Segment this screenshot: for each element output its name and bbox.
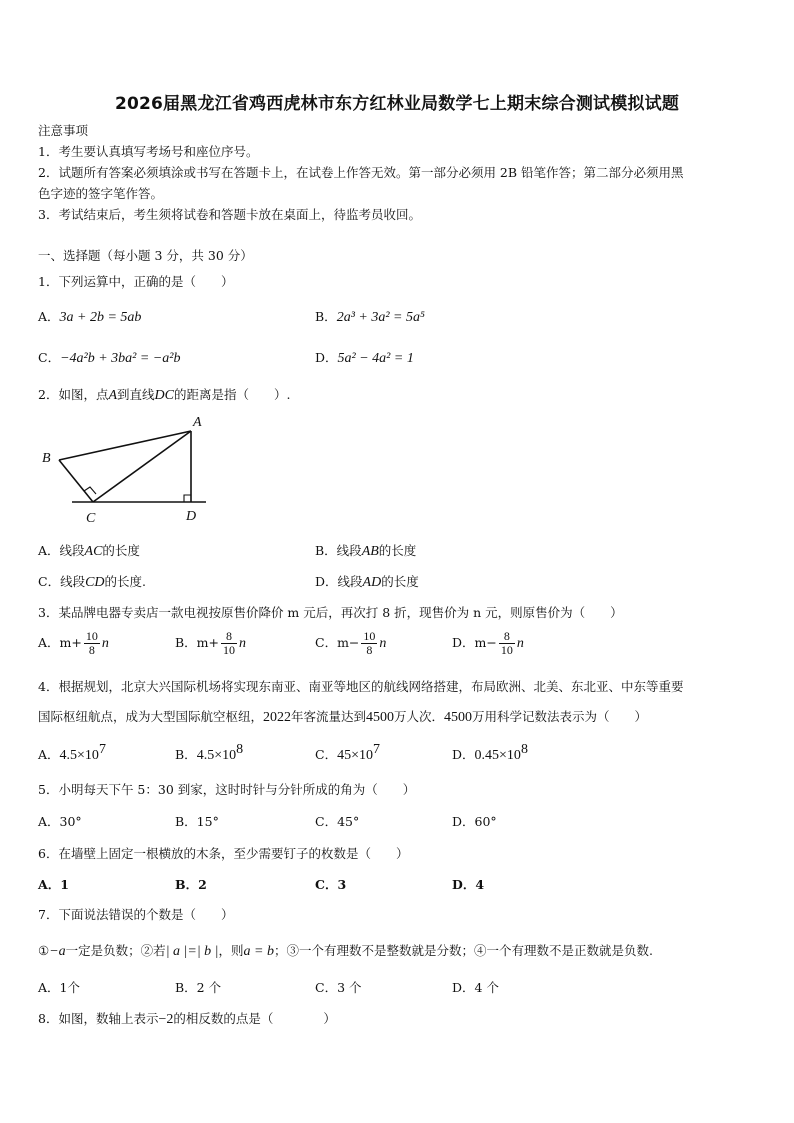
option-label: C．线段 xyxy=(38,574,86,589)
option-label: A． xyxy=(38,309,60,324)
q2-option-c xyxy=(38,572,146,591)
exponent: 7 xyxy=(372,742,380,757)
q3-option-c xyxy=(315,630,386,657)
q4-option-a xyxy=(38,742,106,764)
stem-text: ，则 xyxy=(218,943,244,958)
q7-option-c: C．3 个 xyxy=(315,980,362,995)
notice-item-3: 3．考试结束后，考生须将试卷和答题卡放在桌面上，待监考员收回。 xyxy=(38,207,421,222)
segment-bc xyxy=(59,460,93,502)
number: −2 xyxy=(158,1012,174,1027)
segment-name: AB xyxy=(361,544,379,559)
q1-option-c xyxy=(38,348,180,367)
q2-option-a xyxy=(38,541,140,560)
stem-text: 的距离是指（ ）. xyxy=(173,387,291,402)
q4-stem-line-2 xyxy=(38,707,647,726)
segment-name: AD xyxy=(362,575,382,590)
label-b: B xyxy=(42,451,51,466)
variable-n: n xyxy=(379,636,387,651)
fraction xyxy=(84,630,100,657)
option-math: 4.5×10 xyxy=(196,748,237,763)
numerator: 8 xyxy=(499,630,515,644)
q4-stem-line-1: 4．根据规划，北京大兴国际机场将实现东南亚、南亚等地区的航线网络搭建，布局欧洲、北美、东北亚、中东等重要 xyxy=(38,679,684,694)
option-label: B．线段 xyxy=(315,543,362,558)
stem-text: ；③一个有理数不是整数就是分数；④一个有理数不是正数就是负数. xyxy=(274,943,653,958)
q3-option-a xyxy=(38,630,109,657)
exponent: 7 xyxy=(98,742,106,757)
q5-option-d: D．60° xyxy=(452,814,497,829)
option-label: B． xyxy=(315,309,337,324)
option-label: A．线段 xyxy=(38,543,85,558)
q1-stem: 1．下列运算中，正确的是（ ） xyxy=(38,274,234,289)
option-math: 45×10 xyxy=(337,748,373,763)
stem-text: 年客流量达到 xyxy=(291,709,367,724)
number: 4500 xyxy=(444,710,473,725)
q6-option-b: B．2 xyxy=(175,877,207,892)
point-a: A xyxy=(108,388,118,403)
stem-text: ① xyxy=(38,943,50,958)
variable-n: n xyxy=(516,636,524,651)
notice-heading: 注意事项 xyxy=(38,123,89,138)
q2-option-b xyxy=(315,541,416,560)
number: 4500 xyxy=(366,710,395,725)
stem-text: 国际枢纽航点，成为大型国际航空枢纽， xyxy=(38,709,264,724)
q6-option-c: C．3 xyxy=(315,877,347,892)
option-math: 2a³ + 3a² = 5a⁵ xyxy=(336,310,425,325)
option-math: 5a² − 4a² = 1 xyxy=(337,351,414,366)
line-dc: DC xyxy=(154,388,174,403)
q2-option-d xyxy=(315,572,419,591)
q1-option-d xyxy=(315,348,414,367)
math-neg-a: −a xyxy=(49,944,66,959)
option-label: A．m+ xyxy=(38,635,82,650)
fraction xyxy=(361,630,377,657)
option-math: 3a + 2b = 5ab xyxy=(59,310,142,325)
q2-stem xyxy=(38,385,290,404)
denominator: 8 xyxy=(88,643,95,657)
q3-stem: 3．某品牌电器专卖店一款电视按原售价降价 m 元后，再次打 8 折，现售价为 n 元，则原售价为（ ） xyxy=(38,605,623,620)
option-math: −4a²b + 3ba² = −a²b xyxy=(60,351,181,366)
q5-option-b: B．15° xyxy=(175,814,219,829)
stem-text: 8．如图，数轴上表示 xyxy=(38,1011,159,1026)
option-label: A． xyxy=(38,747,60,762)
q2-geometry-figure xyxy=(38,410,218,530)
q1-option-b xyxy=(315,307,425,326)
q4-option-d xyxy=(452,742,528,764)
q4-option-c xyxy=(315,742,380,764)
q1-option-a xyxy=(38,307,141,326)
notice-item-2: 2．试题所有答案必须填涂或书写在答题卡上，在试卷上作答无效。第一部分必须用 2B 铅笔作答；第二部分必须用黑 xyxy=(38,165,684,180)
q7-stem: 7．下面说法错误的个数是（ ） xyxy=(38,907,234,922)
numerator: 10 xyxy=(85,629,98,643)
option-label: C．m− xyxy=(315,635,360,650)
option-math: 0.45×10 xyxy=(474,748,521,763)
stem-text: 的相反数的点是（ ） xyxy=(173,1011,336,1026)
section-heading: 一、选择题（每小题 3 分，共 30 分） xyxy=(38,248,253,263)
variable-n: n xyxy=(101,636,109,651)
exponent: 8 xyxy=(520,742,528,757)
denominator: 8 xyxy=(366,643,373,657)
q3-option-d xyxy=(452,630,524,657)
denominator: 10 xyxy=(223,643,236,657)
label-c: C xyxy=(86,511,96,526)
q7-option-b: B．2 个 xyxy=(175,980,222,995)
segment-name: CD xyxy=(85,575,105,590)
q3-option-b xyxy=(175,630,246,657)
q7-option-a: A．1个 xyxy=(38,980,80,995)
fraction xyxy=(221,630,237,657)
stem-text: 到直线 xyxy=(117,387,155,402)
q7-option-d: D．4 个 xyxy=(452,980,499,995)
math-abs-equal: | a |=| b | xyxy=(165,944,219,959)
q7-statements xyxy=(38,941,653,960)
option-label: C． xyxy=(38,350,61,365)
variable-n: n xyxy=(239,636,247,651)
numerator: 10 xyxy=(363,629,376,643)
notice-item-2-cont: 色字迹的签字笔作答。 xyxy=(38,186,164,201)
option-text: 的长度 xyxy=(381,574,419,589)
option-label: D． xyxy=(315,350,338,365)
numerator: 8 xyxy=(221,630,237,644)
stem-text: 万人次． xyxy=(394,709,445,724)
stem-text: 万用科学记数法表示为（ ） xyxy=(472,709,648,724)
stem-text: 2．如图，点 xyxy=(38,387,109,402)
option-label: C． xyxy=(315,747,338,762)
option-label: B． xyxy=(175,747,197,762)
fraction xyxy=(499,630,515,657)
q6-option-d: D．4 xyxy=(452,877,485,892)
exponent: 8 xyxy=(236,742,244,757)
q5-option-a: A．30° xyxy=(38,814,82,829)
denominator: 10 xyxy=(500,643,513,657)
math-a-equals-b: a = b xyxy=(243,944,274,959)
option-text: 的长度. xyxy=(104,574,147,589)
label-a: A xyxy=(193,415,202,430)
segment-name: AC xyxy=(84,544,103,559)
q8-stem xyxy=(38,1009,336,1028)
right-angle-mark-d xyxy=(184,495,191,502)
stem-text: 一定是负数；②若 xyxy=(65,943,166,958)
option-label: D．线段 xyxy=(315,574,363,589)
option-text: 的长度 xyxy=(102,543,140,558)
exam-title: 2026届黑龙江省鸡西虎林市东方红林业局数学七上期末综合测试模拟试题 xyxy=(114,94,680,114)
q5-option-c: C．45° xyxy=(315,814,360,829)
option-math: 4.5×10 xyxy=(59,748,99,763)
label-d: D xyxy=(186,509,197,524)
q6-option-a: A．1 xyxy=(38,877,69,892)
notice-item-1: 1．考生要认真填写考场号和座位序号。 xyxy=(38,144,259,159)
option-label: B．m+ xyxy=(175,635,220,650)
option-label: D．m− xyxy=(452,635,497,650)
q4-option-b xyxy=(175,742,244,764)
option-label: D． xyxy=(452,747,475,762)
year: 2022 xyxy=(263,710,292,725)
q6-stem: 6．在墙壁上固定一根横放的木条，至少需要钉子的枚数是（ ） xyxy=(38,846,409,861)
option-text: 的长度 xyxy=(378,543,417,558)
q5-stem: 5．小明每天下午 5：30 到家，这时时针与分针所成的角为（ ） xyxy=(38,782,416,797)
